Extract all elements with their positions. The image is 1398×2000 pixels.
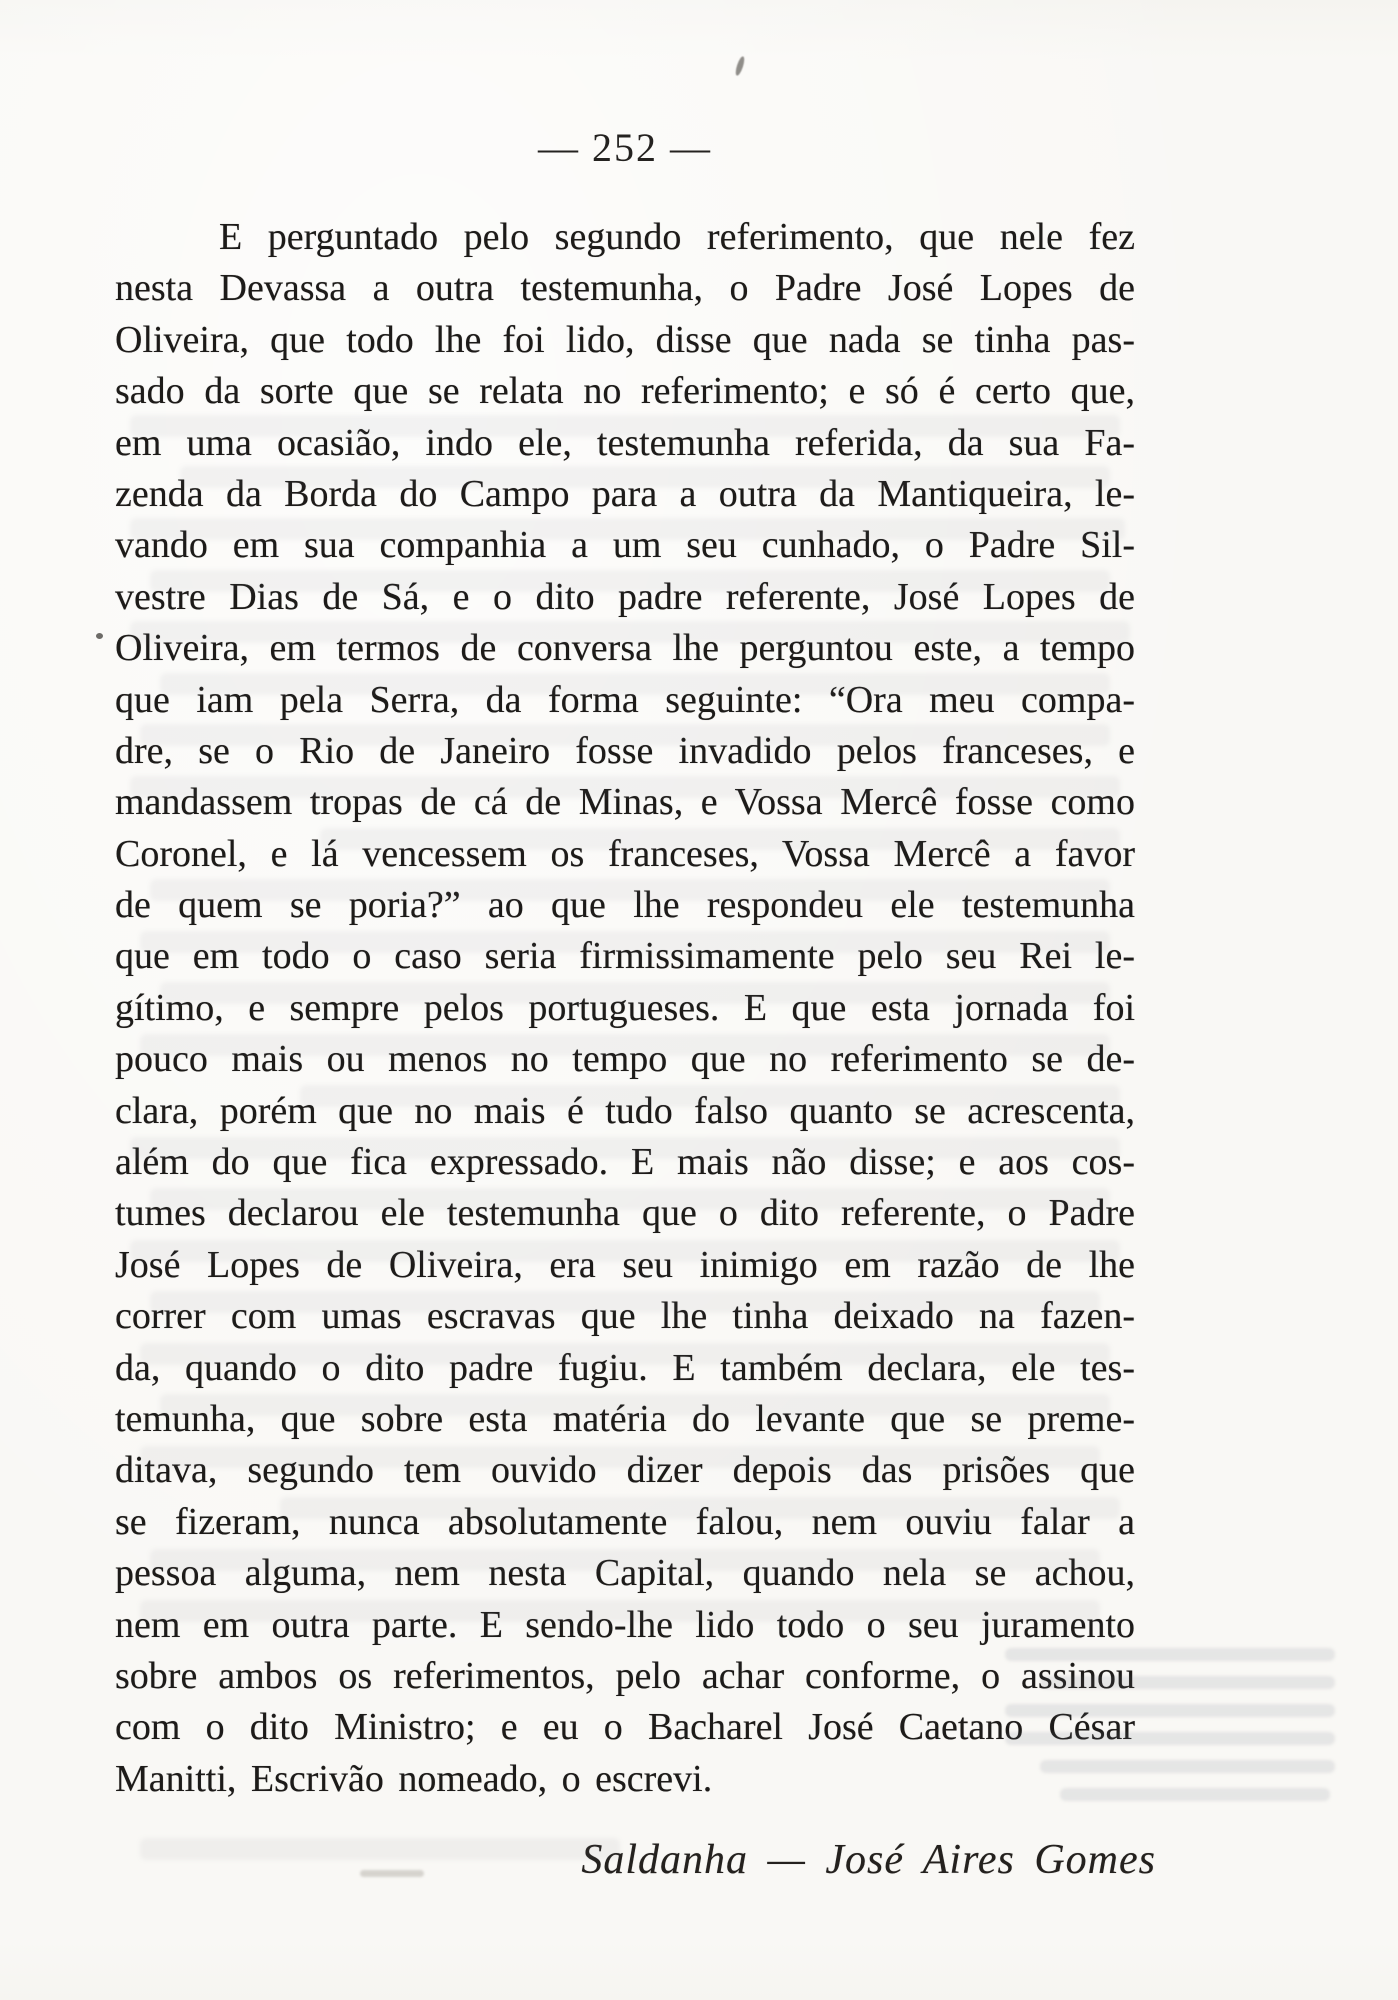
- text-line: gítimo, e sempre pelos portugueses. E que esta jornada foi: [115, 986, 1135, 1029]
- text-line: correr com umas escravas que lhe tinha deixado na fazen-: [115, 1295, 1135, 1338]
- text-line: José Lopes de Oliveira, era seu inimigo em razão de lhe: [115, 1243, 1135, 1286]
- ink-speck: [96, 633, 103, 639]
- text-line: Oliveira, que todo lhe foi lido, disse que nada se tinha pas-: [115, 318, 1135, 361]
- text-line: vestre Dias de Sá, e o dito padre referente, José Lopes de: [115, 575, 1135, 618]
- text-line: Oliveira, em termos de conversa lhe perguntou este, a tempo: [115, 627, 1135, 670]
- text-line: zenda da Borda do Campo para a outra da Mantiqueira, le-: [115, 472, 1135, 515]
- text-line: com o dito Ministro; e eu o Bacharel José Caetano César: [115, 1706, 1135, 1749]
- text-line: Coronel, e lá vencessem os franceses, Vossa Mercê a favor: [115, 832, 1135, 875]
- page-number: — 252 —: [538, 125, 712, 170]
- text-line: que em todo o caso seria firmissimamente pelo seu Rei le-: [115, 935, 1135, 978]
- ink-speck: [360, 1870, 424, 1877]
- text-line: de quem se poria?” ao que lhe respondeu ele testemunha: [115, 884, 1135, 927]
- signature-line: Saldanha — José Aires Gomes: [581, 1837, 1156, 1883]
- text-line: temunha, que sobre esta matéria do levante que se preme-: [115, 1397, 1135, 1440]
- text-line: sado da sorte que se relata no referimento; e só é certo que,: [115, 370, 1135, 413]
- text-line: vando em sua companhia a um seu cunhado, o Padre Sil-: [115, 524, 1135, 567]
- text-line: mandassem tropas de cá de Minas, e Vossa Mercê fosse como: [115, 781, 1135, 824]
- text-line: que iam pela Serra, da forma seguinte: “Ora meu compa-: [115, 678, 1135, 721]
- text-line: se fizeram, nunca absolutamente falou, nem ouviu falar a: [115, 1500, 1135, 1543]
- text-line: dre, se o Rio de Janeiro fosse invadido pelos franceses, e: [115, 729, 1135, 772]
- text-line: em uma ocasião, indo ele, testemunha referida, da sua Fa-: [115, 421, 1135, 464]
- text-line: nesta Devassa a outra testemunha, o Padre José Lopes de: [115, 267, 1135, 310]
- text-line: nem em outra parte. E sendo-lhe lido todo o seu juramento: [115, 1603, 1135, 1646]
- text-line: tumes declarou ele testemunha que o dito referente, o Padre: [115, 1192, 1135, 1235]
- text-line: pessoa alguma, nem nesta Capital, quando nela se achou,: [115, 1552, 1135, 1595]
- text-line: da, quando o dito padre fugiu. E também declara, ele tes-: [115, 1346, 1135, 1389]
- text-line: ditava, segundo tem ouvido dizer depois das prisões que: [115, 1449, 1135, 1492]
- text-line: além do que fica expressado. E mais não disse; e aos cos-: [115, 1141, 1135, 1184]
- text-line: sobre ambos os referimentos, pelo achar conforme, o assinou: [115, 1654, 1135, 1697]
- body-paragraph: [115, 212, 1135, 1805]
- text-line: clara, porém que no mais é tudo falso quanto se acrescenta,: [115, 1089, 1135, 1132]
- ink-speck: [734, 56, 746, 77]
- text-line: Manitti, Escrivão nomeado, o escrevi.: [115, 1757, 713, 1800]
- bleedthrough-line: [140, 1838, 620, 1860]
- text-line: pouco mais ou menos no tempo que no referimento se de-: [115, 1038, 1135, 1081]
- text-line: E perguntado pelo segundo referimento, que nele fez: [219, 216, 1135, 258]
